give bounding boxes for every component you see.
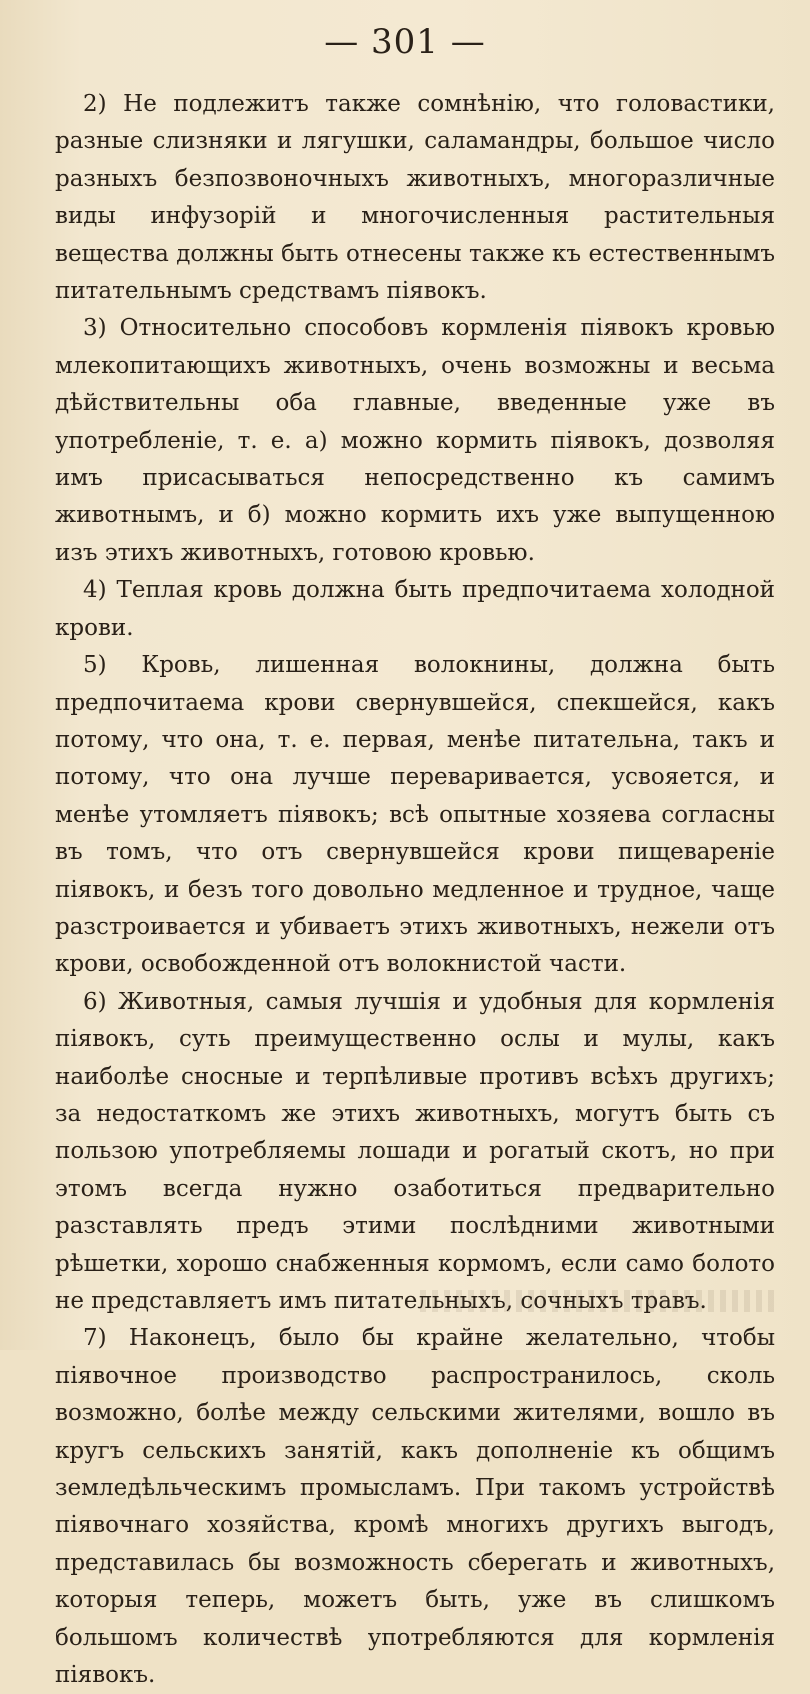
paragraph-3: 3) Относительно способовъ кормленія піявокъ кровью млекопитающихъ животныхъ, очень возможны и весьма дѣйствительны оба главные, введенные уже въ употребленіе, т. е. а) можно кормить піявокъ, дозволяя имъ присасываться непосредственно къ самимъ животнымъ, и б) можно кормить ихъ уже выпущенною изъ этихъ животныхъ, готовою кровью. bbox=[55, 315, 775, 566]
paragraph-4: 4) Теплая кровь должна быть предпочитаема холодной крови. bbox=[55, 577, 775, 641]
page-number: — 301 — bbox=[324, 22, 486, 62]
paragraph-6: 6) Животныя, самыя лучшія и удобныя для кормленія піявокъ, суть преимущественно ослы и мулы, какъ наиболѣе сносные и терпѣливые противъ всѣхъ другихъ; за недостаткомъ же этихъ животныхъ, могутъ быть съ пользою употребляемы лошади и рогатый скотъ, но при этомъ всегда нужно озаботиться предварительно разставлять предъ этими послѣдними животными рѣшетки, хорошо снабженныя кормомъ, если само болото не представляетъ имъ питательныхъ, сочныхъ травъ. bbox=[55, 988, 775, 1314]
show-through-text bbox=[420, 1290, 780, 1312]
paragraph-5: 5) Кровь, лишенная волокнины, должна быть предпочитаема крови свернувшейся, спекшейся, какъ потому, что она, т. е. первая, менѣе питательна, такъ и потому, что она лучше переваривается, усвояется, и менѣе утомляетъ піявокъ; всѣ опытные хозяева согласны въ томъ, что отъ свернувшейся крови пищевареніе піявокъ, и безъ того довольно медленное и трудное, чаще разстроивается и убиваетъ этихъ животныхъ, нежели отъ крови, освобожденной отъ волокнистой части. bbox=[55, 652, 775, 978]
paragraph-7: 7) Наконецъ, было бы крайне желательно, чтобы піявочное производство распространилось, сколь возможно, болѣе между сельскими жителями, вошло въ кругъ сельскихъ занятій, какъ дополненіе къ общимъ земледѣльческимъ промысламъ. При такомъ устройствѣ піявочнаго хозяйства, кромѣ многихъ другихъ выгодъ, представилась бы возможность сберегать и животныхъ, которыя теперь, можетъ быть, уже въ слишкомъ большомъ количествѣ употребляются для кормленія піявокъ. bbox=[55, 1325, 775, 1689]
paragraph-2: 2) Не подлежитъ также сомнѣнію, что головастики, разные слизняки и лягушки, саламандры, большое число разныхъ безпозвоночныхъ животныхъ, многоразличные виды инфузорій и многочисленныя растительныя вещества должны быть отнесены также къ естественнымъ питательнымъ средствамъ піявокъ. bbox=[55, 91, 775, 305]
page-body bbox=[55, 86, 775, 1694]
